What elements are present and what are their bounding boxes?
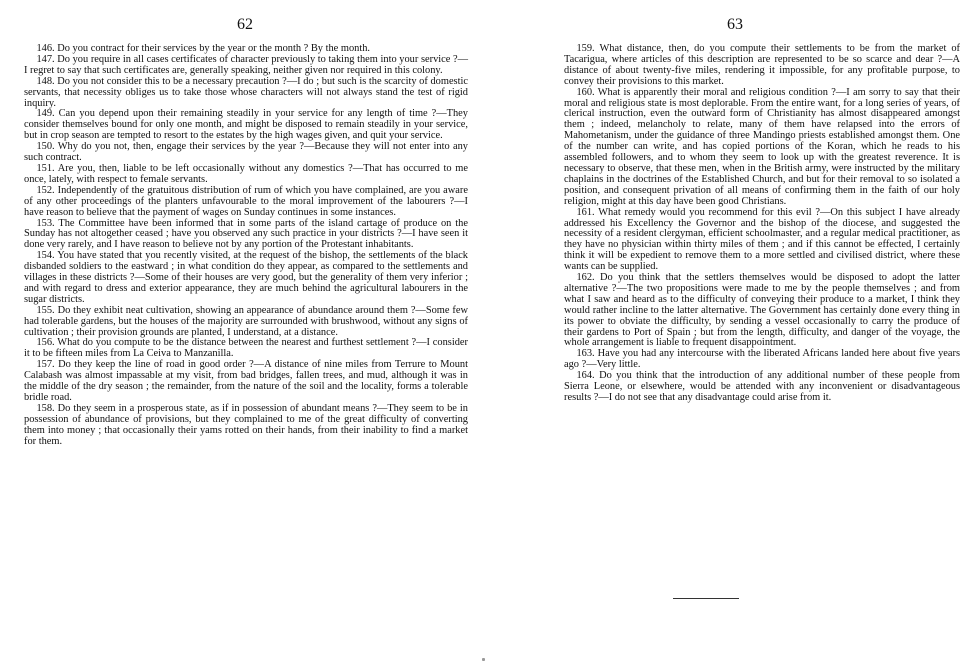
paragraph-164: 164. Do you think that the introduction of any additional number of these people from Sierra Leone, or elsewhere, would be attended with any inconvenient or disadvantageous results ?—I do not see that any disadvantage could arise from it. <box>564 370 960 403</box>
paragraph-163: 163. Have you had any intercourse with the liberated Africans landed here about five years ago ?—Very little. <box>564 348 960 371</box>
left-page-text <box>24 44 468 448</box>
paragraph-157: 157. Do they keep the line of road in good order ?—A distance of nine miles from Terrure to Mount Calabash was almost impassable at my visit, from bad bridges, fallen trees, and mud, although it was in the middle of the dry season ; the remainder, from the nature of the soil and the locality, forms a tolerable bridle road. <box>24 359 468 403</box>
paragraph-152: 152. Independently of the gratuitous distribution of rum of which you have complained, are you aware of any other proceedings of the planters unfavourable to the moral improvement of the labourers ?—I have reason to believe that the payment of wages on Sunday continues in some instances. <box>24 184 468 218</box>
paragraph-150: 150. Why do you not, then, engage their services by the year ?—Because they will not enter into any such contract. <box>24 141 468 164</box>
paragraph-156: 156. What do you compute to be the distance between the nearest and furthest settlement ?—I consider it to be fifteen miles from La Ceiva to Manzanilla. <box>24 337 468 360</box>
paragraph-153: 153. The Committee have been informed that in some parts of the island cartage of produce on the Sunday has not altogether ceased ; have you observed any such practice in your districts ?—I have seen it done very rarely, and I have reason to believe not by any portion of the Protestant inhabitants. <box>24 217 468 251</box>
gutter-mark <box>482 658 485 661</box>
paragraph-158: 158. Do they seem in a prosperous state, as if in possession of abundant means ?—They seem to be in possession of abundance of provisions, but they complained to me of the great difficulty of converting them into money ; that occasionally their yams rotted on their hands, from their inability to find a market for them. <box>24 402 468 447</box>
page-number-left: 62 <box>237 16 253 33</box>
paragraph-147: 147. Do you require in all cases certificates of character previously to taking them into your service ?—I regret to say that such certificates are, generally speaking, neither given nor required in this colony. <box>24 53 468 76</box>
paragraph-148: 148. Do you not consider this to be a necessary precaution ?—I do ; but such is the scarcity of domestic servants, that necessity obliges us to take those whose characters will not always stand the test of rigid inquiry. <box>24 75 468 109</box>
paragraph-160: 160. What is apparently their moral and religious condition ?—I am sorry to say that their moral and religious state is most deplorable. From the entire want, for a long series of years, of clerical instruction, even the outward form of Christianity has almost disappeared amongst them ; indeed, melancholy to relate, many of them have relapsed into the errors of Mahometanism, under the guidance of three Mandingo priests established amongst them. One of the number can write, and has copied portions of the Koran, which he reads to his assembled followers, and to whom they seem to look up with the greatest reverence. It is necessary to observe, that these men, when in the British army, were instructed by the military chaplains in the doctrines of the Established Church, and but for their removal to so isolated a position, and consequent privation of all means of confirming them in the faith of our holy religion, might at this day have been good Christians. <box>564 86 960 207</box>
right-page-text <box>564 44 960 404</box>
paragraph-159: 159. What distance, then, do you compute their settlements to be from the market of Tacarigua, where articles of this description are represented to be so scarce and dear ?—A distance of about twenty-five miles, rendering it impossible, for any profitable purpose, to convey their provisions to this market. <box>564 43 960 87</box>
paragraph-162: 162. Do you think that the settlers themselves would be disposed to adopt the latter alternative ?—The two propositions were made to me by the people themselves ; and from what I saw and heard as to the difficulty of conveying their produce to a market, I think they would rather incline to the latter alternative. The Government has certainly done every thing in its power to obviate the difficulty, by sending a vessel occasionally to carry the produce of their gardens to Port of Spain ; but from the length, difficulty, and danger of the voyage, the whole arrangement is liable to frequent disappointment. <box>564 272 960 349</box>
paragraph-149: 149. Can you depend upon their remaining steadily in your service for any length of time ?—They consider themselves bound for only one month, and might be disposed to remain steadily in your service, but in crop season are tempted to resort to the estates by the high wages given, and quit your service. <box>24 108 468 142</box>
paragraph-146: 146. Do you contract for their services by the year or the month ? By the month. <box>36 43 371 54</box>
paragraph-154: 154. You have stated that you recently visited, at the request of the bishop, the settlements of the black disbanded soldiers to the eastward ; in what condition do they appear, as compared to the settlements and villages in these districts ?—Some of their houses are very good, but the generality of them very inferior ; and with regard to dress and exterior appearance, they are much behind the agricultural labourers in the sugar districts. <box>24 250 468 305</box>
section-end-rule <box>673 598 739 599</box>
paragraph-161: 161. What remedy would you recommend for this evil ?—On this subject I have already addressed his Excellency the Governor and the bishop of the diocese, and suggested the necessity of a resident clergyman, efficient schoolmaster, and a regular medical practitioner, as they have no physician within thirty miles of them ; and if this cannot be effected, I certainly think it will be expedient to remove them to a more settled and civilised district, where these wants can be supplied. <box>564 206 960 273</box>
paragraph-151: 151. Are you, then, liable to be left occasionally without any domestics ?—That has occurred to me once, lately, with respect to female servants. <box>24 162 468 185</box>
paragraph-155: 155. Do they exhibit neat cultivation, showing an appearance of abundance around them ?—Some few had tolerable gardens, but the houses of the majority are surrounded with brushwood, without any signs of cultivation ; their provision grounds are planted, I understand, at a distance. <box>24 304 468 338</box>
page-number-right: 63 <box>727 16 743 33</box>
